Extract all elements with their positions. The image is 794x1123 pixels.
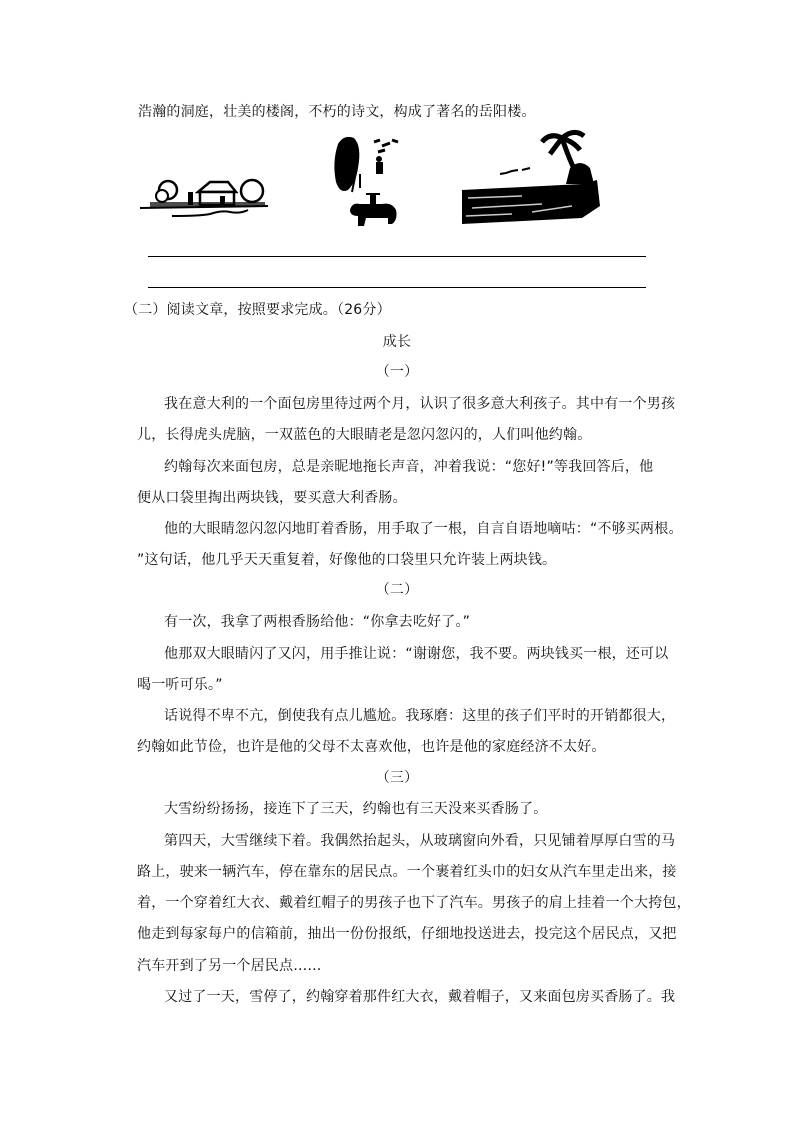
paragraph-line: 我在意大利的一个面包房里待过两个月，认识了很多意大利孩子。其中有一个男孩 — [164, 396, 676, 412]
paragraph-line: 他走到每家每户的信箱前，抽出一份份报纸，仔细地投送进去，投完这个居民点，又把 — [137, 926, 677, 942]
paragraph-line: 话说得不卑不亢，倒使我有点儿尴尬。我琢磨：这里的孩子们平时的开销都很大， — [164, 708, 676, 724]
paragraph-line: 便从口袋里掏出两块钱，要买意大利香肠。 — [137, 490, 407, 506]
lake-palm-icon — [462, 128, 602, 224]
paragraph-line: 大雪纷纷扬扬，接连下了三天，约翰也有三天没来买香肠了。 — [164, 801, 548, 817]
article-title: 成长 — [382, 334, 412, 350]
paragraph-line: 路上，驶来一辆汽车，停在靠东的居民点。一个裹着红头巾的妇女从汽车里走出来，接 — [137, 864, 677, 880]
village-houses-icon — [140, 170, 270, 218]
paragraph-line: 汽车开到了另一个居民点…… — [137, 958, 322, 974]
paragraph-line: 他的大眼睛忽闪忽闪地盯着香肠，用手取了一根，自言自语地嘀咕：“不够买两根。 — [164, 521, 683, 537]
paragraph-line: 着，一个穿着红大衣、戴着红帽子的男孩子也下了汽车。男孩子的肩上挂着一个大挎包， — [137, 895, 691, 911]
paragraph-line: 有一次，我拿了两根香肠给他：“你拿去吃好了。” — [164, 614, 471, 630]
paragraph-line: 他那双大眼睛闪了又闪，用手推让说：“谢谢您，我不要。两块钱买一根，还可以 — [164, 646, 669, 662]
answer-line-1[interactable] — [148, 256, 646, 257]
herdboy-buffalo-icon — [330, 132, 405, 227]
paragraph-line: 喝一听可乐。” — [137, 677, 223, 693]
paragraph-line: 儿，长得虎头虎脑，一双蓝色的大眼睛老是忽闪忽闪的，人们叫他约翰。 — [137, 427, 592, 443]
part-label-2: （二） — [375, 582, 419, 598]
section-heading: （二）阅读文章，按照要求完成。（26分） — [124, 302, 391, 318]
paragraph-line: 又过了一天，雪停了，约翰穿着那件红大衣，戴着帽子，又来面包房买香肠了。我 — [164, 989, 676, 1005]
paragraph-line: 约翰每次来面包房，总是亲昵地拖长声音，冲着我说：“您好!”等我回答后，他 — [164, 459, 654, 475]
paragraph-line: ”这句话，他几乎天天重复着，好像他的口袋里只允许装上两块钱。 — [137, 552, 557, 568]
part-label-3: （三） — [375, 770, 419, 786]
paragraph-line: 第四天，大雪继续下着。我偶然抬起头，从玻璃窗向外看，只见铺着厚厚白雪的马 — [164, 833, 676, 849]
paragraph-line: 约翰如此节俭，也许是他的父母不太喜欢他，也许是他的家庭经济不太好。 — [137, 739, 606, 755]
intro-line: 浩瀚的洞庭，壮美的楼阁，不朽的诗文，构成了著名的岳阳楼。 — [138, 104, 536, 120]
part-label-1: （一） — [375, 364, 419, 380]
answer-line-2[interactable] — [148, 287, 646, 288]
